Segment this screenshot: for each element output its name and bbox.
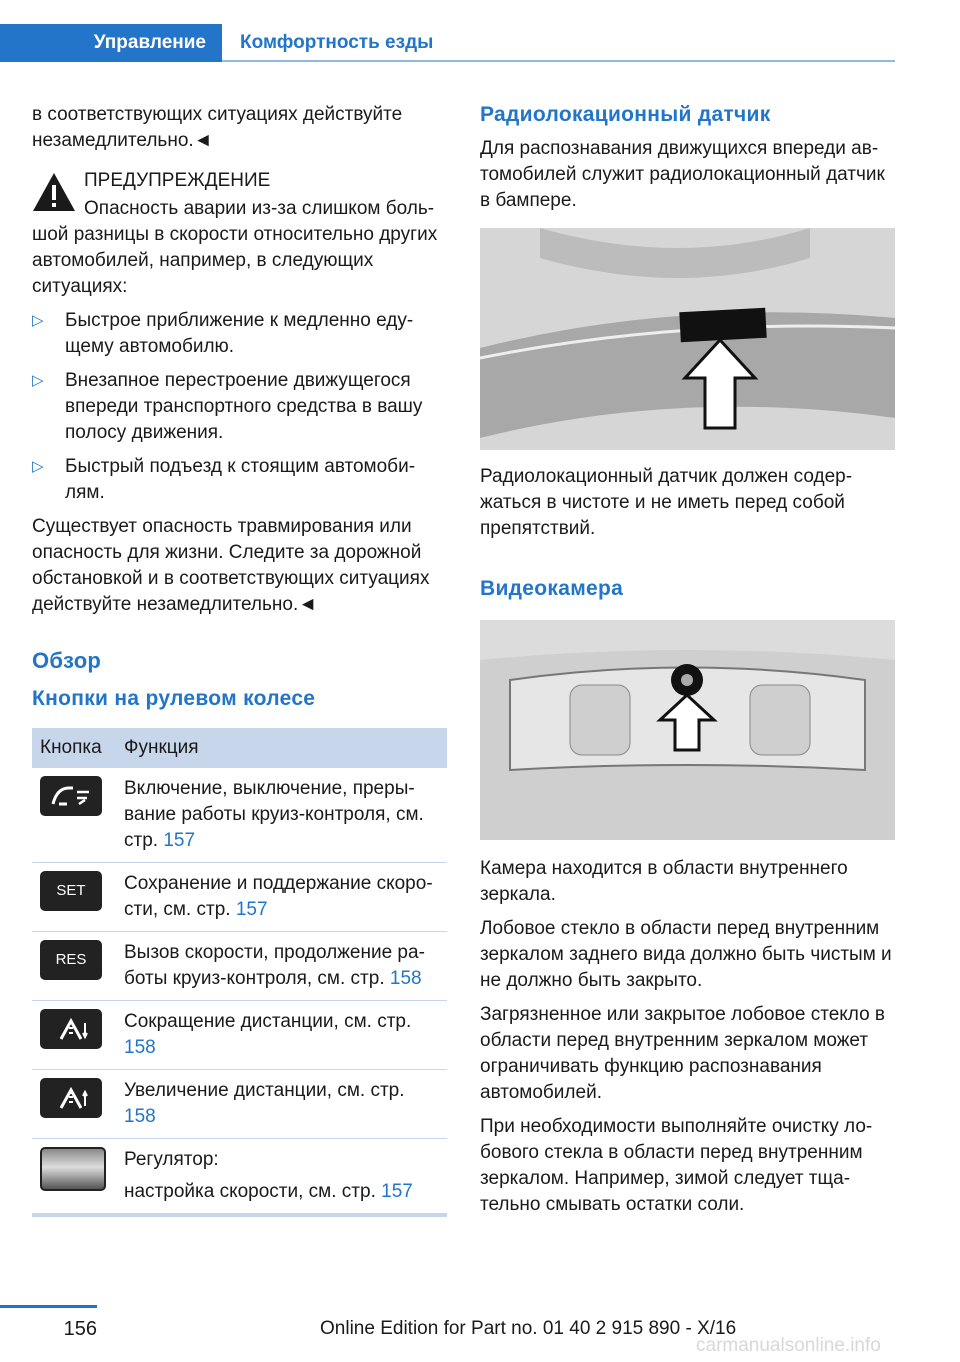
tab-controls[interactable]: Управление (0, 24, 222, 62)
table-row: SET Сохранение и поддержание скорости, см. стр. 157 (32, 863, 447, 932)
page-link[interactable]: 158 (124, 1037, 156, 1058)
header-rule (222, 60, 895, 62)
edition-text: Online Edition for Part no. 01 40 2 915 890 - X/16 (320, 1318, 737, 1339)
page-link[interactable]: 158 (389, 968, 422, 989)
camera-text: Загрязненное или закрытое лобовое стекло в области перед внутренним зеркалом может ограничивать функцию распознавания автомобилей. (480, 1004, 886, 1103)
tab-driving-comfort[interactable]: Комфортность езды (240, 32, 434, 53)
cruise-control-icon (40, 776, 102, 816)
list-item: ▷ Быстрое приближение к медленно едущему автомобилю. (32, 310, 414, 357)
intro-text: в соответствующих ситуациях действуйте незамедлительно.◄ (32, 104, 403, 151)
radar-heading: Радиолокационный датчик (480, 103, 771, 126)
rocker-switch-icon (40, 1147, 106, 1191)
column-header-button: Кнопка (32, 728, 116, 768)
buttons-table (32, 728, 447, 1217)
triangle-bullet-icon: ▷ (32, 312, 44, 329)
left-column (32, 102, 447, 1217)
page-link[interactable]: 157 (235, 899, 268, 920)
camera-heading: Видеокамера (480, 577, 624, 600)
set-button-icon: SET (40, 871, 102, 911)
camera-text: Лобовое стекло в области перед внутренним зеркалом заднего вида должно быть чистым и не должно быть закрыто. (480, 918, 892, 991)
warning-block (32, 168, 447, 194)
radar-text: Для распознавания движущихся впереди автомобилей служит радиолокационный датчик в бампере. (480, 138, 885, 211)
list-item: ▷ Внезапное перестроение движущегося впереди транспортного средства в вашу полосу движения. (32, 370, 423, 443)
page-number: 156 (63, 1318, 97, 1340)
warning-triangle-icon (32, 172, 76, 212)
page-link[interactable]: 158 (124, 1106, 156, 1127)
distance-decrease-icon (40, 1009, 102, 1049)
camera-image (480, 620, 895, 840)
list-item: ▷ Быстрый подъезд к стоящим автомобилям. (32, 456, 416, 503)
table-row: Регулятор: настройка скорости, см. стр. 157 (32, 1139, 447, 1216)
page-link[interactable]: 157 (163, 830, 196, 851)
table-row: RES Вызов скорости, продолжение работы круиз-контроля, см. стр. 158 (32, 932, 447, 1001)
radar-note: Радиолокационный датчик должен содержаться в чистоте и не иметь перед собой препятствий. (480, 466, 853, 539)
watermark: carmanualsonline.info (696, 1335, 881, 1356)
warning-title: ПРЕДУПРЕЖДЕНИЕ (84, 170, 271, 191)
triangle-bullet-icon: ▷ (32, 458, 44, 475)
warning-bullets (32, 308, 447, 506)
column-header-function: Функция (116, 728, 447, 768)
table-row: Включение, выключение, прерывание работы круиз-контроля, см. стр. 157 (32, 768, 447, 863)
header-tabs (0, 24, 895, 62)
wheel-buttons-heading: Кнопки на рулевом колесе (32, 687, 316, 710)
danger-text: Существует опасность травмирования или опасность для жизни. Следите за дорожной обстановкой и в соответствующих ситуациях действуйте незамедлительно.◄ (32, 516, 430, 615)
radar-sensor-image (480, 228, 895, 450)
table-row: Увеличение дистанции, см. стр. 158 (32, 1070, 447, 1139)
right-column (480, 102, 895, 1226)
overview-heading: Обзор (32, 648, 102, 673)
warning-text: Опасность аварии из-за слишком большой разницы в скорости относительно других автомобилей, например, в следующих ситуациях: (32, 198, 438, 297)
camera-text: Камера находится в области внутреннего зеркала. (480, 858, 848, 905)
page-link[interactable]: 157 (381, 1181, 413, 1202)
table-row: Сокращение дистанции, см. стр. 158 (32, 1001, 447, 1070)
footer-rule (0, 1305, 97, 1308)
triangle-bullet-icon: ▷ (32, 372, 44, 389)
res-button-icon: RES (40, 940, 102, 980)
camera-text: При необходимости выполняйте очистку лобового стекла в области перед внутренним зеркалом. Например, зимой следует тщательно смывать остатки соли. (480, 1116, 873, 1215)
distance-increase-icon (40, 1078, 102, 1118)
